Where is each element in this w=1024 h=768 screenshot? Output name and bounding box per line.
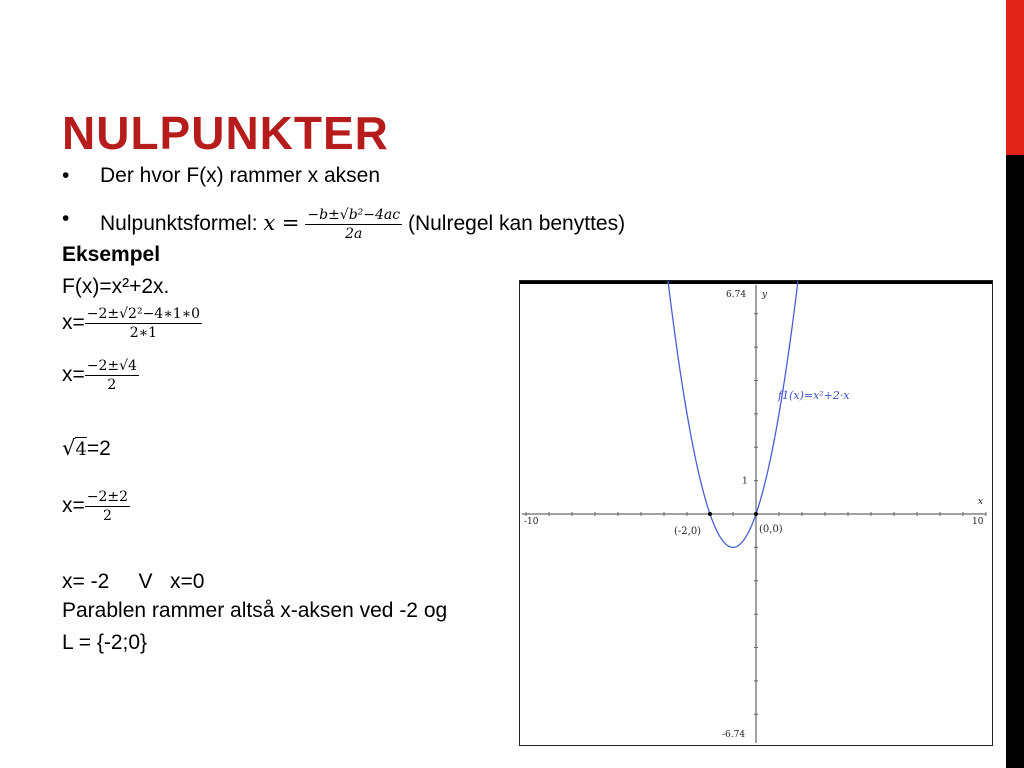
graph-top-border — [520, 281, 992, 284]
step-2-fraction — [85, 357, 139, 394]
conclusion-line: Parablen rammer altså x-aksen ved -2 og — [62, 599, 448, 622]
zero-point-a — [708, 512, 712, 516]
sqrt-line — [62, 435, 111, 463]
step-3-numerator: −2±2 — [86, 489, 129, 505]
slide-title: NULPUNKTER — [62, 107, 389, 159]
graph-screenshot — [519, 280, 993, 746]
accent-bar-red — [1006, 0, 1024, 155]
step-3 — [62, 488, 130, 525]
function-label: f1(x)=x²+2·x — [778, 388, 850, 402]
accent-bar-black — [1006, 155, 1024, 768]
formula-numerator: −b±√b²−4ac — [307, 207, 401, 223]
step-3-lhs: x= — [62, 494, 85, 518]
y-one-label: 1 — [742, 476, 748, 487]
function-graph — [520, 281, 992, 745]
y-axis-label: y — [762, 290, 768, 300]
solution-set: L = {-2;0} — [62, 631, 148, 654]
x-max-label: 10 — [972, 517, 984, 527]
bullet-dot: • — [62, 164, 70, 187]
x-min-label: -10 — [524, 517, 539, 527]
parabola-curve — [667, 281, 799, 547]
formula-lhs: x = — [263, 211, 300, 236]
formula-note: (Nulregel kan benyttes) — [407, 212, 626, 236]
step-3-fraction — [85, 488, 130, 525]
step-3-denominator: 2 — [102, 508, 112, 524]
solution-line: x= -2 V x=0 — [62, 570, 205, 593]
zero-point-b — [754, 512, 758, 516]
step-2-numerator: −2±√4 — [86, 358, 137, 374]
bullet-2-text — [100, 206, 625, 243]
step-1-denominator: 2∗1 — [129, 325, 158, 341]
step-1-numerator: −2±√2²−4∗1∗0 — [86, 306, 201, 322]
sqrt-radicand: 4 — [75, 439, 87, 460]
step-2 — [62, 357, 139, 394]
function-definition: F(x)=x²+2x. — [62, 275, 170, 298]
step-1-fraction — [85, 305, 202, 342]
y-min-label: -6.74 — [722, 730, 746, 740]
point-a-label: (-2,0) — [674, 526, 702, 537]
step-1-lhs: x= — [62, 311, 85, 335]
bullet-dot: • — [62, 207, 70, 230]
quadratic-formula — [305, 206, 402, 243]
x-axis-label: x — [978, 497, 984, 507]
bullet-1-text: Der hvor F(x) rammer x aksen — [100, 164, 381, 187]
point-b-label: (0,0) — [759, 524, 783, 535]
y-max-label: 6.74 — [726, 290, 747, 300]
step-2-lhs: x= — [62, 363, 85, 387]
formula-denominator: 2a — [345, 226, 363, 242]
bullet-2-label: Nulpunktsformel: — [100, 212, 258, 236]
step-2-denominator: 2 — [107, 377, 117, 393]
sqrt-result: =2 — [86, 437, 111, 460]
example-heading: Eksempel — [62, 243, 161, 266]
sqrt-symbol: √ — [62, 436, 76, 460]
step-1 — [62, 305, 202, 342]
